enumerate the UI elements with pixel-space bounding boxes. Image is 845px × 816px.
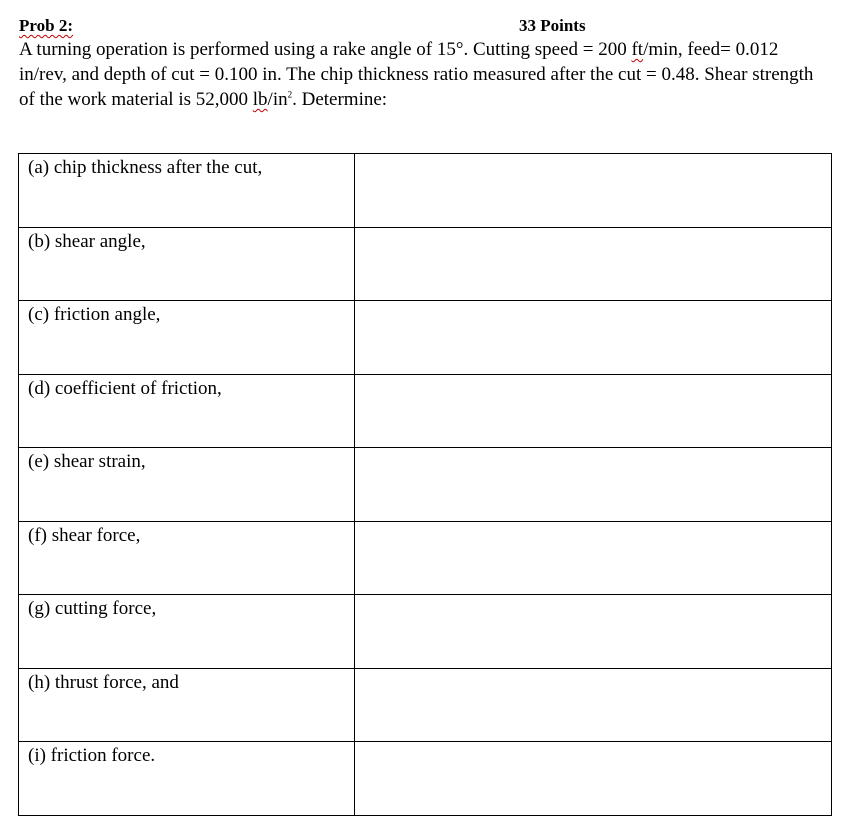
- table-row: [19, 154, 832, 228]
- question-cell: (g) cutting force,: [19, 595, 355, 669]
- answer-cell[interactable]: [355, 374, 832, 448]
- problem-title: Prob 2:: [19, 16, 73, 35]
- question-cell: (b) shear angle,: [19, 227, 355, 301]
- table-row: [19, 742, 832, 816]
- unit-exponent: 2: [287, 89, 293, 100]
- answer-cell[interactable]: [355, 301, 832, 375]
- question-cell: (i) friction force.: [19, 742, 355, 816]
- problem-statement: [19, 37, 824, 112]
- answer-cell[interactable]: [355, 595, 832, 669]
- problem-text-d: . Determine:: [292, 89, 388, 110]
- answer-cell[interactable]: [355, 668, 832, 742]
- problem-header: [19, 16, 819, 38]
- unit-lb: lb: [252, 89, 268, 110]
- table-row: [19, 595, 832, 669]
- answer-cell[interactable]: [355, 227, 832, 301]
- question-cell: (a) chip thickness after the cut,: [19, 154, 355, 228]
- answer-cell[interactable]: [355, 742, 832, 816]
- unit-in: in: [272, 89, 288, 110]
- points-label: 33 Points: [519, 16, 586, 35]
- problem-text-b: /min, feed= 0.012 in/rev, and depth of cut = 0.100 in. The chip thickness ratio measured after the cut = 0.48. Shear strength of the work material is 52,000: [19, 39, 814, 110]
- table-row: [19, 521, 832, 595]
- answer-cell[interactable]: [355, 448, 832, 522]
- problem-text-c: /: [267, 89, 273, 110]
- answer-table: [18, 153, 832, 816]
- table-row: [19, 374, 832, 448]
- table-row: [19, 668, 832, 742]
- problem-text-a: A turning operation is performed using a rake angle of 15°. Cutting speed = 200: [19, 39, 632, 60]
- table-row: [19, 227, 832, 301]
- question-cell: (c) friction angle,: [19, 301, 355, 375]
- question-cell: (f) shear force,: [19, 521, 355, 595]
- answer-cell[interactable]: [355, 521, 832, 595]
- table-row: [19, 448, 832, 522]
- question-cell: (d) coefficient of friction,: [19, 374, 355, 448]
- question-cell: (h) thrust force, and: [19, 668, 355, 742]
- unit-ft: ft: [631, 39, 644, 60]
- answer-cell[interactable]: [355, 154, 832, 228]
- table-row: [19, 301, 832, 375]
- question-cell: (e) shear strain,: [19, 448, 355, 522]
